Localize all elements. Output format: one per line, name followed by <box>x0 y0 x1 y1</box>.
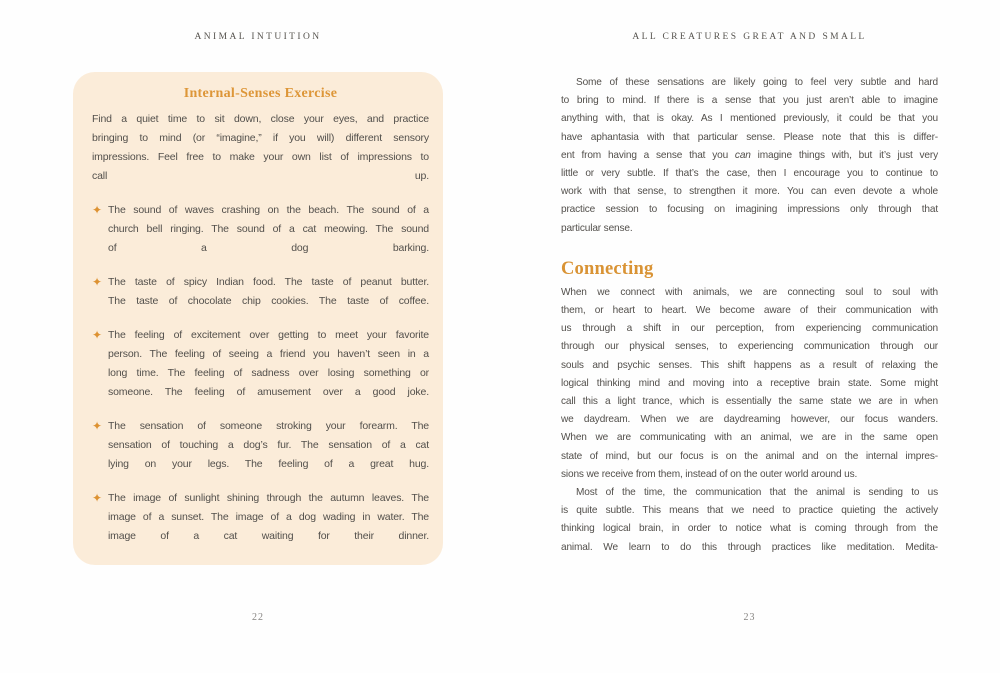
running-head-left: ANIMAL INTUITION <box>194 32 322 42</box>
bullet-text: The sound of waves crashing on the beach. The sound of a church bell ringing. The sound of a cat meowing. The sound of a dog barking. <box>108 204 429 254</box>
list-item <box>92 417 429 474</box>
running-head-right: ALL CREATURES GREAT AND SMALL <box>632 32 867 42</box>
sparkle-bullet-icon: ✦ <box>92 419 103 433</box>
paragraph: Some of these sensations are likely going to feel very subtle and hard to bring to mind. If there is a sense that you just aren’t able to imagine anything with, that is okay. As I mentioned previously, it could be that you have aphantasia with that particular sense. Please note that this is differ- ent from having a sense that you can imagine things with, but it’s just very little or very subtle. If that’s the case, then I encourage you to continue to work with that sense, to strengthen it more. You can even devote a whole practice session to focusing on imagining impressions only through that particular sense. <box>561 77 938 234</box>
paragraph: When we connect with animals, we are connecting soul to soul with them, or heart to heart. We become aware of their communication with us through a shift in our perception, from experiencing communication through our physical senses, to experiencing communication through our souls and psychic senses. This shift happens as a result of relaxing the logical thinking mind and moving into a receptive brain state. Some might call this a light trance, which is essentially the same state we are in when we daydream. When we are daydreaming however, our focus wanders. When we are communicating with an animal, we are in the same open state of mind, but our focus is on the animal and on the internal impres- sions we receive from them, instead of on the outer world around us. <box>561 286 938 480</box>
exercise-box <box>73 72 443 565</box>
bullet-text: The taste of spicy Indian food. The taste of peanut butter. The taste of chocolate chip cookies. The taste of coffee. <box>108 276 429 307</box>
sparkle-bullet-icon: ✦ <box>92 203 103 217</box>
page-number-left: 22 <box>252 612 264 623</box>
section-heading-connecting: Connecting <box>561 258 654 279</box>
list-item <box>92 326 429 402</box>
list-item <box>92 201 429 258</box>
list-item <box>92 273 429 311</box>
list-item <box>92 489 429 546</box>
sparkle-bullet-icon: ✦ <box>92 275 103 289</box>
exercise-intro: Find a quiet time to sit down, close your eyes, and practice bringing to mind (or “imagine,” if you will) different sensory impressions. Feel free to make your own list of impressions to call up. <box>92 113 429 182</box>
bullet-text: The feeling of excitement over getting to meet your favorite person. The feeling of seeing a friend you haven’t seen in a long time. The feeling of sadness over losing something or someone. The feeling of amusement over a good joke. <box>108 329 429 398</box>
bullet-text: The image of sunlight shining through the autumn leaves. The image of a sunset. The image of a dog wading in water. The image of a cat waiting for their dinner. <box>108 492 429 542</box>
exercise-title: Internal-Senses Exercise <box>183 86 338 101</box>
bullet-text: The sensation of someone stroking your forearm. The sensation of touching a dog’s fur. The sensation of a cat lying on your legs. The feeling of a great hug. <box>108 420 429 470</box>
sparkle-bullet-icon: ✦ <box>92 328 103 342</box>
page-number-right: 23 <box>743 612 756 623</box>
body-text-column <box>561 74 938 557</box>
paragraph: Most of the time, the communication that the animal is sending to us is quite subtle. This means that we need to practice quieting the actively thinking logical brain, in order to notice what is coming through from the animal. We learn to do this through practices like meditation. Medita- <box>561 487 938 553</box>
sparkle-bullet-icon: ✦ <box>92 491 103 505</box>
